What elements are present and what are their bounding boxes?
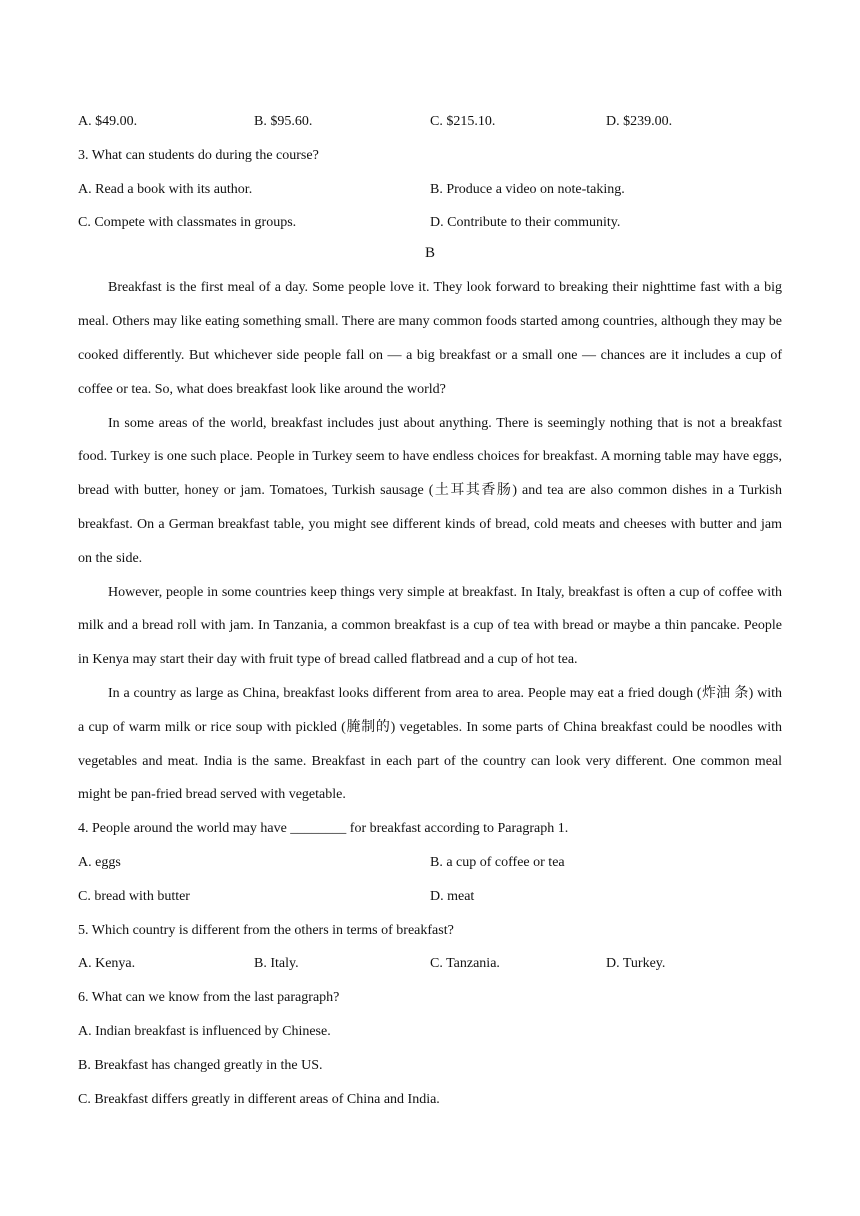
passage-paragraph-1 xyxy=(78,271,782,406)
q2-option-a: A. $49.00. xyxy=(78,114,138,129)
q4-option-d: D. meat xyxy=(430,888,475,904)
q3-option-d: D. Contribute to their community. xyxy=(430,215,621,231)
passage-line: table may have eggs, bread with butter, honey or jam. Tomatoes, Turkish sausage (土耳其香肠) and tea are also xyxy=(78,449,782,499)
passage-line: although they may be cooked differently. But whichever side people fall on — a big breakfast or a small one — xyxy=(78,314,783,363)
q2-option-d: D. $239.00. xyxy=(606,114,673,129)
q5-options xyxy=(78,953,782,987)
q3-options-row-1 xyxy=(78,179,782,213)
q3-option-b: B. Produce a video on note-taking. xyxy=(430,181,625,197)
passage-line: Breakfast is the first meal of a day. Some people love it. They look forward to breaking their nighttime fast xyxy=(108,280,725,296)
q5-option-b: B. Italy. xyxy=(254,956,299,972)
q4-option-b: B. a cup of coffee or tea xyxy=(430,854,565,870)
passage-line: be noodles with vegetables and meat. India is the same. Breakfast in each part of the country can look very xyxy=(78,719,782,769)
passage-line: However, people in some countries keep things very simple at breakfast. In Italy, breakfast is often a cup of xyxy=(108,584,719,600)
q4-question: 4. People around the world may have ________ for breakfast according to Paragraph 1. xyxy=(78,821,569,837)
q5-question: 5. Which country is different from the others in terms of breakfast? xyxy=(78,922,454,938)
section-b-title: B xyxy=(424,245,435,262)
passage-paragraph-4 xyxy=(78,677,782,812)
q2-option-c: C. $215.10. xyxy=(430,114,496,129)
passage-paragraph-2 xyxy=(78,407,782,576)
passage xyxy=(78,271,782,812)
q5-option-d: D. Turkey. xyxy=(606,956,666,972)
q3-options-row-2 xyxy=(78,212,782,242)
q6-option-b: B. Breakfast has changed greatly in the US. xyxy=(78,1057,323,1073)
passage-line: 条) with a cup of warm milk or rice soup with pickled (腌制的) vegetables. In some parts of China breakfast could xyxy=(78,685,782,735)
passage-line: coffee with milk and a bread roll with jam. In Tanzania, a common breakfast is a cup of tea with bread or maybe a xyxy=(78,584,782,634)
document-page xyxy=(78,111,782,1122)
passage-line: common dishes in a Turkish breakfast. On a German breakfast table, you might see different kinds of bread, cold xyxy=(78,483,782,532)
passage-line: breakfast food. Turkey is one such place. People in Turkey seem to have endless choices for breakfast. A morning xyxy=(78,415,782,465)
passage-line: different. One common meal might be pan-fried bread served with vegetable. xyxy=(78,753,783,803)
passage-line: with a big meal. Others may like eating something small. There are many common foods started among countries, xyxy=(78,280,782,330)
q4-options-row-1 xyxy=(78,852,782,886)
q4-option-c: C. bread with butter xyxy=(78,888,190,904)
q3-question: 3. What can students do during the course? xyxy=(78,147,319,163)
q6-option-c: C. Breakfast differs greatly in different areas of China and India. xyxy=(78,1091,440,1107)
passage-line: In some areas of the world, breakfast includes just about anything. There is seemingly nothing that is not a xyxy=(108,415,731,431)
q3-option-c: C. Compete with classmates in groups. xyxy=(78,215,297,231)
q2-options xyxy=(78,111,782,145)
q3-option-a: A. Read a book with its author. xyxy=(78,181,253,197)
passage-line: meats and cheeses with butter and jam on the side. xyxy=(78,516,782,566)
passage-line: In a country as large as China, breakfast looks different from area to area. People may eat a fried dough (炸油 xyxy=(108,685,731,701)
passage-paragraph-3 xyxy=(78,576,782,677)
q6-question: 6. What can we know from the last paragraph? xyxy=(78,990,340,1006)
passage-line: chances are it includes a cup of coffee or tea. So, what does breakfast look like around the world? xyxy=(78,347,783,397)
q2-option-b: B. $95.60. xyxy=(254,114,313,129)
q6-option-a: A. Indian breakfast is influenced by Chinese. xyxy=(78,1023,331,1039)
q5-option-a: A. Kenya. xyxy=(78,956,136,972)
q4-option-a: A. eggs xyxy=(78,854,121,870)
q5-option-c: C. Tanzania. xyxy=(430,956,500,972)
passage-line: thin pancake. People in Kenya may start their day with fruit type of bread called flatbread and a cup of hot tea. xyxy=(78,618,782,668)
q4-options-row-2 xyxy=(78,886,782,920)
